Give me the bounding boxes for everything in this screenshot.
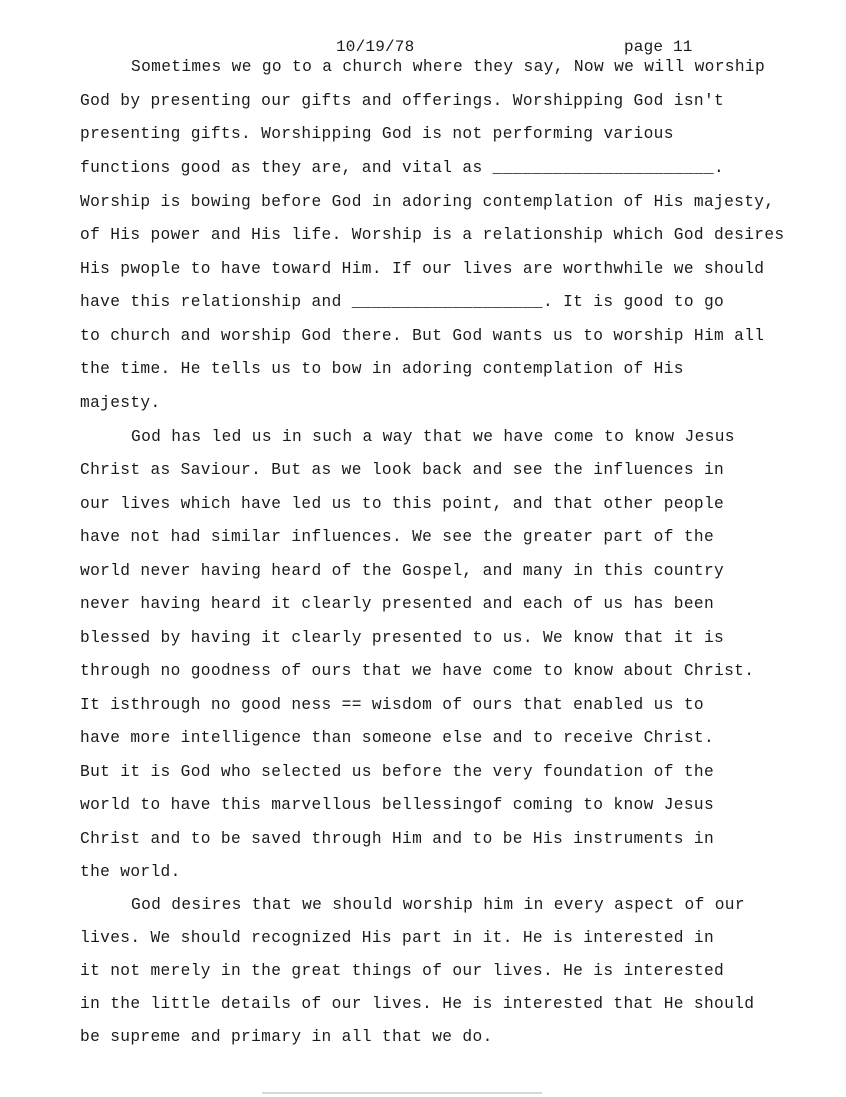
text-line: world never having heard of the Gospel, and many in this country: [80, 562, 725, 580]
text-line: the world.: [80, 863, 181, 881]
text-line: God by presenting our gifts and offerings. Worshipping God isn't: [80, 92, 725, 110]
text-line: have more intelligence than someone else and to receive Christ.: [80, 729, 715, 747]
text-line: the time. He tells us to bow in adoring contemplation of His: [80, 360, 684, 378]
text-line: of His power and His life. Worship is a relationship which God desires: [80, 226, 785, 244]
text-line: But it is God who selected us before the very foundation of the: [80, 763, 715, 781]
text-line: be supreme and primary in all that we do.: [80, 1028, 493, 1046]
text-line: Christ and to be saved through Him and to be His instruments in: [80, 830, 715, 848]
text-line: Sometimes we go to a church where they say, Now we will worship: [131, 58, 766, 76]
text-line: God has led us in such a way that we have come to know Jesus: [131, 428, 735, 446]
text-line: presenting gifts. Worshipping God is not performing various: [80, 125, 674, 143]
text-line: it not merely in the great things of our lives. He is interested: [80, 962, 725, 980]
text-line: majesty.: [80, 394, 161, 412]
header-date: 10/19/78: [336, 38, 415, 56]
text-line: never having heard it clearly presented and each of us has been: [80, 595, 715, 613]
text-line: in the little details of our lives. He is interested that He should: [80, 995, 755, 1013]
text-line: world to have this marvellous bellessingof coming to know Jesus: [80, 796, 715, 814]
text-line: lives. We should recognized His part in it. He is interested in: [80, 929, 715, 947]
header-page-number: page 11: [624, 38, 693, 56]
text-line: have not had similar influences. We see the greater part of the: [80, 528, 715, 546]
text-line: Christ as Saviour. But as we look back and see the influences in: [80, 461, 725, 479]
text-line: have this relationship and ___________________. It is good to go: [80, 293, 725, 311]
text-line: His pwople to have toward Him. If our lives are worthwhile we should: [80, 260, 765, 278]
text-line: functions good as they are, and vital as ______________________.: [80, 159, 725, 177]
text-line: through no goodness of ours that we have come to know about Christ.: [80, 662, 755, 680]
scan-smudge: [262, 1092, 542, 1094]
text-line: our lives which have led us to this point, and that other people: [80, 495, 725, 513]
text-line: Worship is bowing before God in adoring contemplation of His majesty,: [80, 193, 775, 211]
text-line: God desires that we should worship him in every aspect of our: [131, 896, 745, 914]
text-line: blessed by having it clearly presented to us. We know that it is: [80, 629, 725, 647]
text-line: to church and worship God there. But God wants us to worship Him all: [80, 327, 765, 345]
text-line: It isthrough no good ness == wisdom of ours that enabled us to: [80, 696, 704, 714]
